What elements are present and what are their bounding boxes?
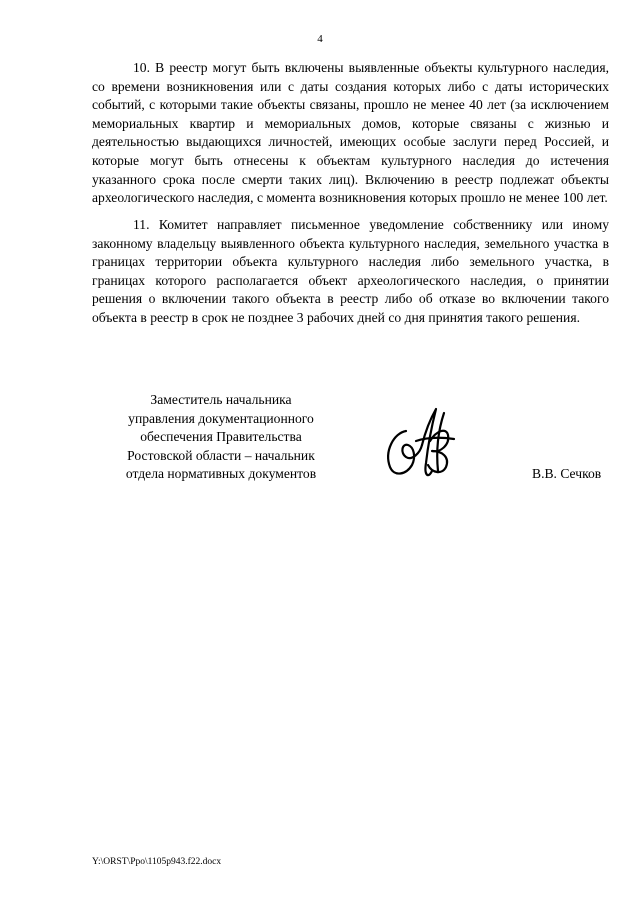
signatory-position-line: Ростовской области – начальник	[127, 447, 315, 463]
signatory-position-line: отдела нормативных документов	[125, 466, 317, 482]
signatory-position-line: Заместитель начальника	[150, 392, 292, 407]
paragraph-11: 11. Комитет направляет письменное уведомление собственнику или иному законному владельцу выявленного объекта культурного наследия, земельного участка в границах территории объекта культурного наследия либо земельного участка, в границах которого располагается объект археологического наследия, о принятии решения о включении такого объекта в реестр либо об отказе во включении такого объекта в реестр в срок не позднее 3 рабочих дней со дня принятия такого решения.	[92, 217, 609, 325]
paragraph-10: 10. В реестр могут быть включены выявленные объекты культурного наследия, со времени возникновения или с даты создания которых либо с даты исторических событий, с которыми такие объекты связаны, прошло не менее 40 лет (за исключением мемориальных квартир и мемориальных домов, которые связаны с жизнью и деятельностью выдающихся личностей, имеющих особые заслуги перед Россией, и которые могут быть отнесены к объектам культурного наследия до истечения указанного срока после смерти таких лиц). Включению в реестр подлежат объекты археологического наследия, с момента возникновения которых прошло не менее 100 лет.	[92, 60, 609, 206]
handwritten-signature	[376, 401, 466, 481]
signatory-position	[111, 391, 331, 484]
signatory-position-line: управления документационного	[128, 410, 314, 426]
signatory-position-line: обеспечения Правительства	[140, 429, 302, 445]
page-number: 4	[317, 33, 323, 45]
file-path: Y:\ORST\Ppo\1105p943.f22.docx	[92, 857, 222, 867]
signer-name: В.В. Сечков	[532, 466, 602, 481]
